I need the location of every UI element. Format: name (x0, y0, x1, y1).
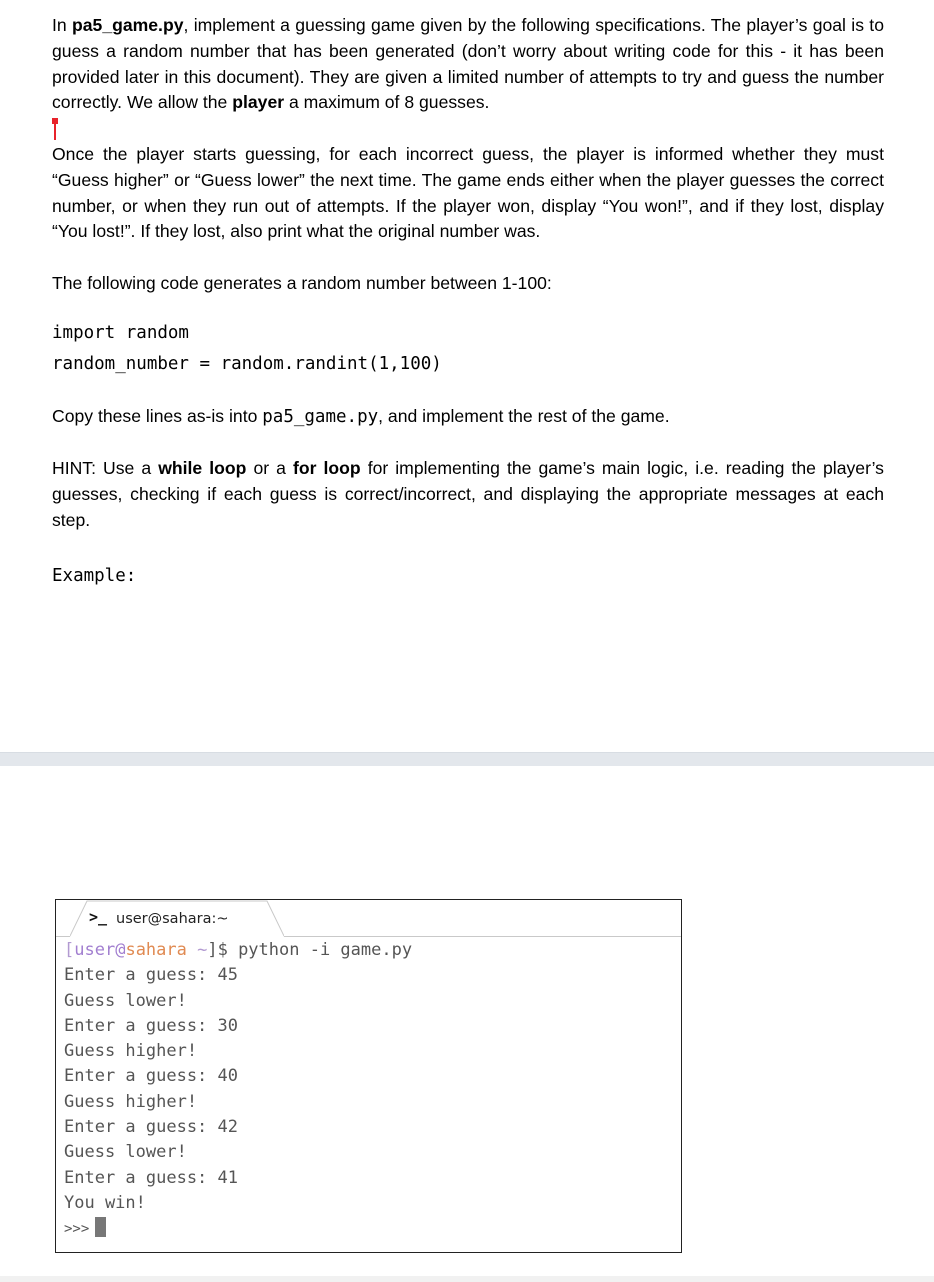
prompt-user: user (74, 940, 116, 960)
prompt-tilde: ~ (186, 940, 208, 960)
spacer (52, 534, 884, 564)
bold-player: player (232, 92, 285, 113)
python-prompt: >>> (64, 1221, 90, 1238)
terminal-output (64, 938, 675, 1242)
terminal-tab-title: user@sahara:~ (116, 911, 229, 927)
text: a maximum of 8 guesses. (284, 92, 490, 113)
terminal-cursor (95, 1217, 106, 1237)
text: In (52, 15, 72, 35)
bold-filename: pa5_game.py (72, 15, 184, 35)
prompt-at: @ (115, 940, 126, 960)
terminal-prompt-icon: >_ (89, 908, 108, 926)
prompt-bracket: [ (64, 940, 75, 960)
paragraph-hint (52, 456, 884, 533)
text: or a (246, 458, 293, 479)
terminal-screenshot (55, 899, 682, 1253)
cursor-stem (54, 118, 56, 140)
spacer (52, 380, 884, 404)
text: for implementing the game’s main logic, i.e. reading the player’s guesses, checking if each guess is correct/incorrect, and displaying the appropriate messages at each step. (52, 458, 884, 530)
prompt-host: sahara (125, 940, 187, 960)
text: , and implement the rest of the game. (378, 405, 670, 426)
terminal-command-line (64, 938, 675, 963)
terminal-line: Enter a guess: 42 (64, 1117, 238, 1138)
terminal-line: Enter a guess: 40 (64, 1066, 238, 1087)
terminal-line: Guess higher! (64, 1091, 198, 1112)
mono-filename: pa5_game.py (262, 406, 379, 427)
text: , implement a guessing game given by the following specifications. The player’s goal is to guess a random number that has been generated (don’t worry about writing code for this - it has been provided later in this document). They are given a limited number of attempts to try and guess the number correctly. We allow the (52, 15, 884, 113)
terminal-line: Guess lower! (64, 990, 187, 1011)
paragraph-code-intro: The following code generates a random number between 1-100: (52, 272, 552, 293)
terminal-line: Enter a guess: 30 (64, 1015, 238, 1036)
text: Copy these lines as-is into (52, 405, 263, 426)
code-line: import random (52, 322, 189, 343)
terminal-line: You win! (64, 1192, 146, 1213)
code-line: random_number = random.randint(1,100) (52, 353, 442, 374)
prompt-command: ]$ python -i game.py (207, 940, 413, 960)
terminal-line: Guess higher! (64, 1041, 198, 1062)
bold-while-loop: while loop (158, 458, 247, 479)
text-cursor-marker (52, 116, 72, 142)
paragraph-intro (52, 13, 884, 116)
paragraph-rules: Once the player starts guessing, for each incorrect guess, the player is informed whether they must “Guess higher” or “Guess lower” the next time. The game ends either when the player guesses the correct number, or when they run out of attempts. If the player won, display “You won!”, and if they lost, display “You lost!”. If they lost, also print what the original number was. (52, 143, 884, 242)
terminal-line: Enter a guess: 41 (64, 1167, 238, 1188)
terminal-line: Guess lower! (64, 1142, 187, 1163)
text: HINT: Use a (52, 458, 159, 479)
paragraph-copy (52, 404, 884, 431)
document-content (52, 13, 884, 590)
terminal-line: Enter a guess: 45 (64, 965, 238, 986)
code-block (52, 318, 884, 380)
terminal-final-line (64, 1216, 675, 1241)
spacer (52, 431, 884, 457)
page-break (0, 752, 934, 767)
spacer (52, 245, 884, 271)
example-label: Example: (52, 565, 137, 586)
bold-for-loop: for loop (293, 458, 361, 479)
document-page-2 (0, 766, 934, 1276)
spacer (52, 297, 884, 318)
